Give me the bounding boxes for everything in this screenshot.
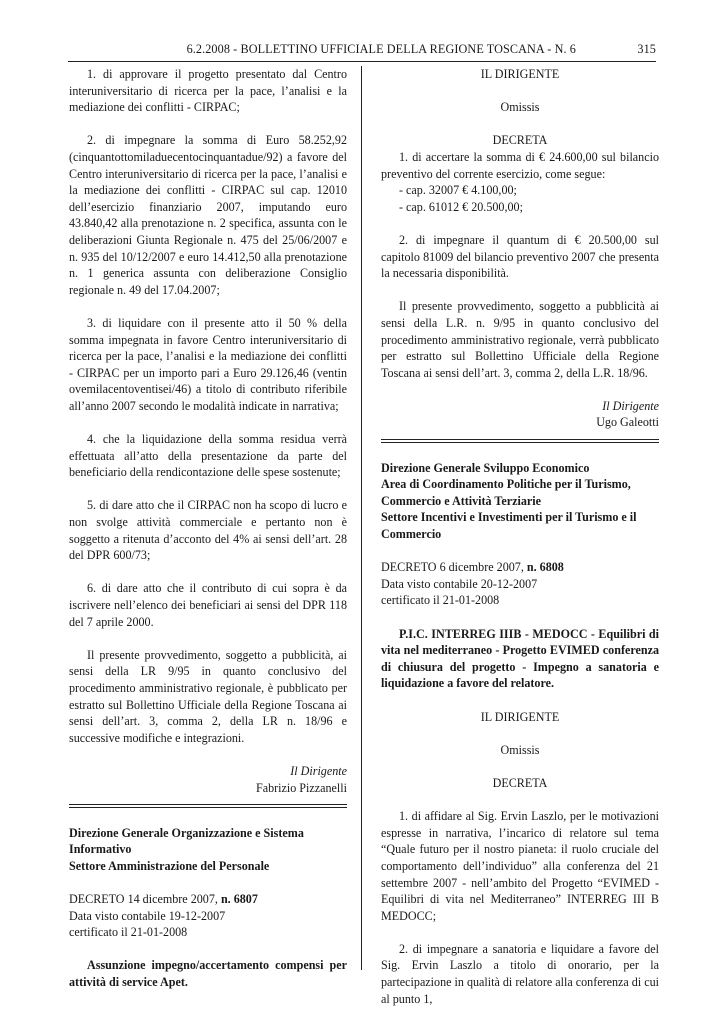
header-rule [68, 61, 656, 62]
decree-date: DECRETO 14 dicembre 2007, [69, 892, 221, 907]
paragraph: 2. di impegnare la somma di Euro 58.252,92 (cinquantottomiladuecentocinquantadue/92) a favore del Centro interuniversitario di ricerca per la pace, l’analisi e la mediazione dei conflitti - CIRPAC sul cap. 12010 dell’esercizio finanziario 2007, imputando euro 43.840,42 alla prenotazione n. 2 specifica, assunta con le deliberazioni Giunta Regionale n. 475 del 25/06/2007 e n. 935 del 10/12/2007 e euro 14.412,50 alla prenotazione n. 1 generica assunta con deliberazione Consiglio regionale n. 49 del 17.04.2007; [69, 133, 347, 297]
paragraph: 1. di accertare la somma di € 24.600,00 sul bilancio preventivo del corrente esercizio, come segue: [381, 149, 659, 181]
signature-role: Il Dirigente [602, 398, 659, 413]
paragraph: 1. di approvare il progetto presentato dal Centro interuniversitario di ricerca per la pace, l’analisi e la mediazione dei conflitti - CIRPAC; [69, 67, 347, 115]
bulletin-title: 6.2.2008 - BOLLETTINO UFFICIALE DELLA REGIONE TOSCANA - N. 6 [186, 42, 576, 56]
paragraph: 6. di dare atto che il contributo di cui sopra è da iscrivere nell’elenco dei beneficiari ai sensi del DPR 118 del 7 aprile 2000. [69, 581, 347, 629]
capitolo-line: - cap. 32007 € 4.100,00; [399, 183, 517, 198]
paragraph: Il presente provvedimento, soggetto a pubblicità, ai sensi della LR 9/95 in quanto conclusivo del procedimento amministrativo regionale, è pubblicato per estratto sul Bollettino Ufficiale della Regione Toscana ai sensi dell’art. 3, comma 2, della LR n. 18/96 e successive modifiche e integrazioni. [69, 647, 347, 745]
signature-name: Ugo Galeotti [596, 415, 659, 430]
paragraph: 1. di affidare al Sig. Ervin Laszlo, per le motivazioni espresse in narrativa, l’incarico di relatore sul tema “Quale futuro per il nostro pianeta: il ruolo cruciale del comportamento dell’individuo” alla conferenza del 21 settembre 2007 - nell’ambito del Progetto “EVIMED - Equilibri di vita nel Mediterraneo” INTERREG III B MEDOCC; [381, 809, 659, 923]
page-header [68, 42, 656, 58]
decreta: DECRETA [492, 775, 548, 790]
paragraph: 4. che la liquidazione della somma residua verrà effettuata all’atto della presentazione da parte del beneficiario della rendicontazione delle spese sostenute; [69, 432, 347, 480]
paragraph: 3. di liquidare con il presente atto il 50 % della somma impegnata in favore Centro interuniversitario di ricerca per la pace, l’analisi e la mediazione dei conflitti - CIRPAC per un importo pari a Euro 29.126,46 (ventin ovemilacentoventisei/46) a titolo di contributo riferibile all’anno 2007 secondo le modalità indicate in narrativa; [69, 315, 347, 413]
column-divider [361, 66, 362, 970]
department-heading: Direzione Generale Sviluppo Economico Area di Coordinamento Politiche per il Turismo, Commercio e Attività Terziarie Settore Incentivi e Investimenti per il Turismo e il Commercio [381, 460, 637, 542]
capitolo-line: - cap. 61012 € 20.500,00; [399, 199, 523, 214]
right-column [381, 66, 659, 1007]
decree-subject: P.I.C. INTERREG IIIB - MEDOCC - Equilibri di vita nel mediterraneo - Progetto EVIMED conferenza di chiusura del progetto - Impegno a sanatoria e liquidazione a favore del relatore. [381, 626, 659, 691]
signature-role: Il Dirigente [290, 763, 347, 778]
paragraph: 2. di impegnare a sanatoria e liquidare a favore del Sig. Ervin Laszlo a titolo di onorario, per la partecipazione in qualità di relatore alla conferenza di cui al punto 1, [381, 941, 660, 1006]
decree-visto: Data visto contabile 19-12-2007 [69, 908, 226, 923]
paragraph: 5. di dare atto che il CIRPAC non ha scopo di lucro e non svolge attività commerciale e pertanto non è soggetto a ritenuta d’acconto del 4% ai sensi dell’art. 28 del DPR 600/73; [69, 498, 347, 563]
decree-number: n. 6807 [220, 892, 258, 907]
omissis: Omissis [500, 100, 540, 115]
il-dirigente: IL DIRIGENTE [480, 67, 560, 81]
decree-line [381, 559, 659, 576]
department-heading: Direzione Generale Organizzazione e Sistema Informativo Settore Amministrazione del Personale [69, 825, 304, 873]
decree-certificato: certificato il 21-01-2008 [381, 593, 500, 608]
omissis: Omissis [500, 742, 540, 757]
decree-number: n. 6808 [526, 560, 564, 575]
paragraph: 2. di impegnare il quantum di € 20.500,00 sul capitolo 81009 del bilancio preventivo 2007 che presenta la necessaria disponibilità. [381, 232, 659, 281]
decree-subject: Assunzione impegno/accertamento compensi per attività di service Apet. [69, 958, 347, 990]
decree-date: DECRETO 6 dicembre 2007, [381, 560, 527, 575]
signature-name: Fabrizio Pizzanelli [255, 780, 347, 795]
left-column [69, 66, 347, 991]
decree-visto: Data visto contabile 20-12-2007 [381, 576, 538, 591]
decreta: DECRETA [492, 133, 548, 148]
page-number: 315 [637, 42, 656, 56]
paragraph: Il presente provvedimento, soggetto a pubblicità ai sensi della L.R. n. 9/95 in quanto conclusivo del procedimento amministrativo regionale, verrà pubblicato per estratto sul Bollettino Ufficiale della Regione Toscana ai sensi dell’art. 3, comma 2, della L.R. 18/96. [381, 299, 659, 380]
il-dirigente: IL DIRIGENTE [480, 709, 560, 724]
decree-line [69, 891, 347, 908]
decree-certificato: certificato il 21-01-2008 [69, 925, 188, 940]
